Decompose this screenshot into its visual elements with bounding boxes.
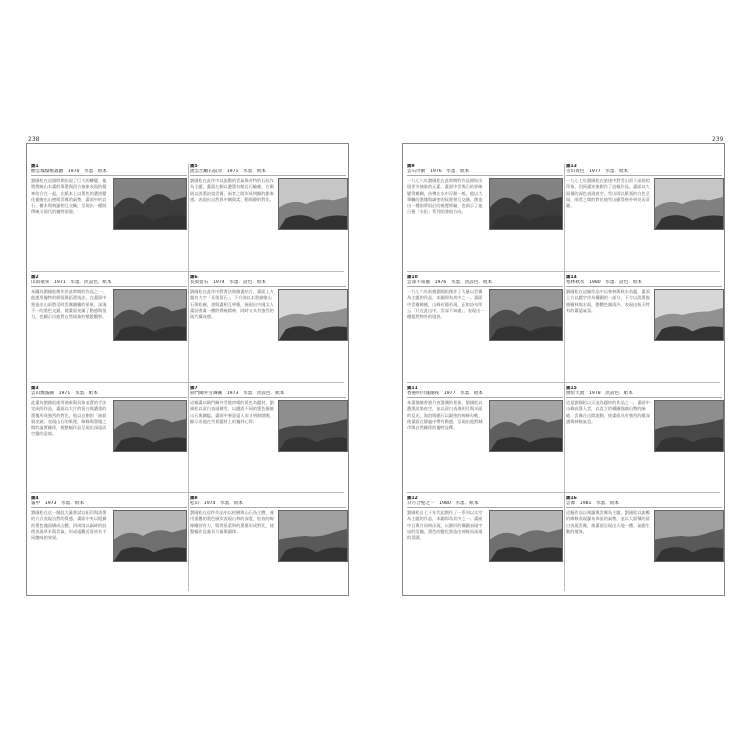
figure-number: 圖7 bbox=[190, 386, 198, 391]
artwork-entry bbox=[407, 164, 566, 271]
artwork-entry bbox=[566, 275, 725, 382]
artwork-title: 源於天池 1978 淡設色．紙本 bbox=[566, 391, 722, 398]
artwork-thumbnail bbox=[489, 178, 563, 230]
figure-number: 圖16 bbox=[566, 496, 577, 501]
artwork-title: 長榮留石 1974 水墨．設色．紙本 bbox=[190, 280, 346, 287]
artwork-title: 流雲出岫石紋奇 1971 水墨．紙本 bbox=[190, 169, 346, 176]
artwork-entry bbox=[407, 386, 566, 493]
artwork-description: 一九七六年前後劉國松創作了大量以雲霧為主題的作品，本圖即為其中之一。畫面中雲霧繚繞，山峰若隱若現，正如詩句所云「只在此山中，雲深不知處」，表現出一種超然物外的境界。 bbox=[407, 289, 485, 320]
artwork-thumbnail bbox=[654, 510, 724, 562]
artwork-title: 雪山夜色 1977 水墨．紙本 bbox=[566, 169, 722, 176]
artwork-entry bbox=[190, 386, 349, 493]
artwork-thumbnail bbox=[113, 400, 187, 452]
artwork-title: 雲山煙霧圖 1971 水墨．紙本 bbox=[31, 391, 187, 398]
figure-number: 圖12 bbox=[407, 496, 418, 501]
artwork-description: 劉國松在這一階段大量嘗試以拓印與漬墨的方式表現自然的質感，畫面中央以粗獷的墨色塊面構成山體，四周則以細碎的紋理表現草木與雲氣，形成遠觀近看皆有不同趣味的效果。 bbox=[31, 510, 107, 541]
artwork-entry bbox=[566, 386, 725, 493]
figure-number: 圖6 bbox=[190, 275, 198, 280]
artwork-description: 這幅畫以劍門關外雪後初晴的景色為題材，劉國松以留白表現積雪，以濃淡不同的墨色描繪山石與關隘，畫面中寒意逼人而又明朗開闊，顯示出他在雪景題材上的獨到心得。 bbox=[190, 400, 274, 424]
figure-number: 圖13 bbox=[566, 164, 577, 169]
artwork-thumbnail bbox=[278, 289, 348, 341]
figure-number: 圖4 bbox=[31, 496, 39, 501]
artwork-thumbnail bbox=[113, 289, 187, 341]
figure-number: 圖15 bbox=[566, 386, 577, 391]
artwork-description: 劉國松在此作中將書法與繪畫結合，畫面上方題有大字「長榮留石」，下方則以水墨描繪山石與松樹，書與畫相互呼應，展現出中國文人畫詩書畫一體的傳統精神，同時又具有強烈的現代構成感。 bbox=[190, 289, 274, 320]
artwork-entry bbox=[31, 275, 190, 382]
artwork-thumbnail bbox=[278, 510, 348, 562]
left-page bbox=[26, 143, 349, 596]
figure-number: 圖5 bbox=[190, 164, 198, 169]
artwork-entry bbox=[31, 386, 190, 493]
left-page-number: 238 bbox=[28, 136, 40, 143]
artwork-description: 本圖為劉國松創作於此時期的作品之一。他運用獨特的紙張與拓墨技法，在畫面中營造出山雨將至時雲霧翻騰的景象，深淺不一的墨色交錯，使畫面充滿了動感與張力，也顯示出他對自然現象的敏銳觀察。 bbox=[31, 289, 107, 320]
artwork-title: 山雨欲來 1971 水墨．淡設色．紙本 bbox=[31, 280, 187, 287]
artwork-title: 雲深不知處 1976 水墨．淡設色．紙本 bbox=[407, 280, 563, 287]
artwork-entry bbox=[407, 275, 566, 382]
right-page bbox=[402, 143, 725, 596]
artwork-thumbnail bbox=[654, 400, 724, 452]
artwork-title: 煙雲燦燦壓叢巖 1970 水墨．紙本 bbox=[31, 169, 187, 176]
artwork-entry bbox=[190, 164, 349, 271]
artwork-title: 寒林秋水 1980 水墨．設色．紙本 bbox=[566, 280, 722, 287]
artwork-thumbnail bbox=[278, 400, 348, 452]
artwork-entry bbox=[566, 496, 725, 603]
artwork-title: 香港明月漲潮夜 1977 水墨．紙本 bbox=[407, 391, 563, 398]
figure-number: 圖2 bbox=[31, 275, 39, 280]
figure-number: 圖10 bbox=[407, 275, 418, 280]
artwork-title: 劍門關外雪霽圖 1973 水墨．淡設色．紙本 bbox=[190, 391, 346, 398]
figure-number: 圖14 bbox=[566, 275, 577, 280]
figure-number: 圖3 bbox=[31, 386, 39, 391]
artwork-thumbnail bbox=[654, 289, 724, 341]
artwork-entry bbox=[566, 164, 725, 271]
artwork-thumbnail bbox=[113, 178, 187, 230]
artwork-entry bbox=[407, 496, 566, 603]
artwork-description: 這幅作品以飛瀑與雲霧為主題，劉國松以流暢的線條表現瀑布奔流的氣勢，並以大面積的留白表現雲霧，使畫面呈現出天地一體、氣韻生動的境界。 bbox=[566, 510, 650, 534]
artwork-thumbnail bbox=[654, 178, 724, 230]
artwork-thumbnail bbox=[278, 178, 348, 230]
figure-number: 圖8 bbox=[190, 496, 198, 501]
artwork-description: 本畫描繪香港月夜漲潮的景象，劉國松以濃墨渲染夜空，並以留白表現明月與水面的反光，海浪與礁石以細密的線條勾勒，使畫面在靜謐中帶有動感，呈現出他對城市與自然關係的獨特詮釋。 bbox=[407, 400, 483, 431]
artwork-description: 劉國松在這個時期出現了巨大的轉變。他將傳統山水畫的筆墨與西方抽象表現的精神結合在一起，在紙本上以墨色的濃淡變化描繪出山巒與雲霧的氣勢，畫面中的岩石、樹木與飛瀑相互交織，呈現出一種既傳統又現代的獨特面貌。 bbox=[31, 178, 107, 215]
artwork-entry bbox=[31, 496, 190, 603]
artwork-description: 一九七六年劉國松在此時期的作品開始出現更多抽象的元素，畫面中雲與石的界線變得模糊，彷彿在水中浮動一般。他以大筆觸的墨塊與細密的紋理相互交融，創造出一種如夢似幻的視覺經驗，也預示了他日後「水拓」系列的發展方向。 bbox=[407, 178, 483, 215]
artwork-title: 霧中 1973 水墨．紙本 bbox=[31, 501, 187, 508]
artwork-thumbnail bbox=[489, 400, 563, 452]
artwork-title: 松山 1974 水墨．紙本 bbox=[190, 501, 346, 508]
artwork-thumbnail bbox=[489, 510, 563, 562]
artwork-description: 劉國松在此作中以流動的雲氣與奇特的石紋作為主題，畫面左側以濃墨勾勒岩石輪廓，右側則以淡墨渲染雲霧，兩者之間形成明顯的節奏感，表現出自然界中剛與柔、動與靜的對比。 bbox=[190, 178, 274, 202]
artwork-entry bbox=[190, 275, 349, 382]
figure-number: 圖1 bbox=[31, 164, 39, 169]
artwork-thumbnail bbox=[113, 510, 187, 562]
artwork-description: 此畫為劉國松運用抽象與具象並置的手法完成的作品，畫面以大片的留白與濃重的墨塊形成強烈的對比。他以自創的「抽筋剝皮皴」表現山石的肌理，線條與墨塊之間的虛實關係，使整幅作品呈現出深遠而空靈的意境。 bbox=[31, 400, 107, 437]
right-page-number: 239 bbox=[712, 136, 724, 143]
artwork-description: 這是劉國松以天池為題材的作品之一，畫面中山峰高聳入雲，以直立的構圖強調山勢的險峻，雲霧在山間流動，使畫面具有強烈的縱深感與神秘氣息。 bbox=[566, 400, 650, 424]
artwork-title: 雲瀑 1981 水墨．紙本 bbox=[566, 501, 722, 508]
artwork-entry bbox=[31, 164, 190, 271]
figure-number: 圖11 bbox=[407, 386, 418, 391]
artwork-entry bbox=[190, 496, 349, 603]
artwork-thumbnail bbox=[489, 289, 563, 341]
artwork-description: 一九七七年劉國松在旅途中對雪山留下深刻的印象，回到畫室後創作了這幅作品。畫面以大面積的深色表現夜空，雪山則以紙張的白色呈現，兩者之間的對比使雪山顯得格外明亮而莊嚴。 bbox=[566, 178, 650, 209]
figure-number: 圖9 bbox=[407, 164, 415, 169]
artwork-title: 雲石浮動 1976 水墨．紙本 bbox=[407, 169, 563, 176]
artwork-description: 劉國松在這幅作品中以寒林與秋水為題，畫面上方以題字作為構圖的一部分，下方以淡墨描繪樹林與水面，整體色調清冷，表現出秋天特有的蕭瑟氣氛。 bbox=[566, 289, 650, 313]
artwork-title: 日月合璧之一 1980 水墨．紙本 bbox=[407, 501, 563, 508]
artwork-description: 劉國松自七十年代起創作了一系列以太空為主題的作品，本圖即為其中之一。畫面中日與月同時出現，以圓形的構圖表現宇宙的浩瀚，墨色的變化營造出神秘而深邃的氛圍。 bbox=[407, 510, 483, 541]
artwork-description: 劉國松在這件作品中以松樹與山石為主體，運用重疊的墨色層次表現山林的深度，松枝的線條剛勁有力，與背景柔和的墨暈形成對比，使整幅作品兼具力量與韻律。 bbox=[190, 510, 274, 534]
